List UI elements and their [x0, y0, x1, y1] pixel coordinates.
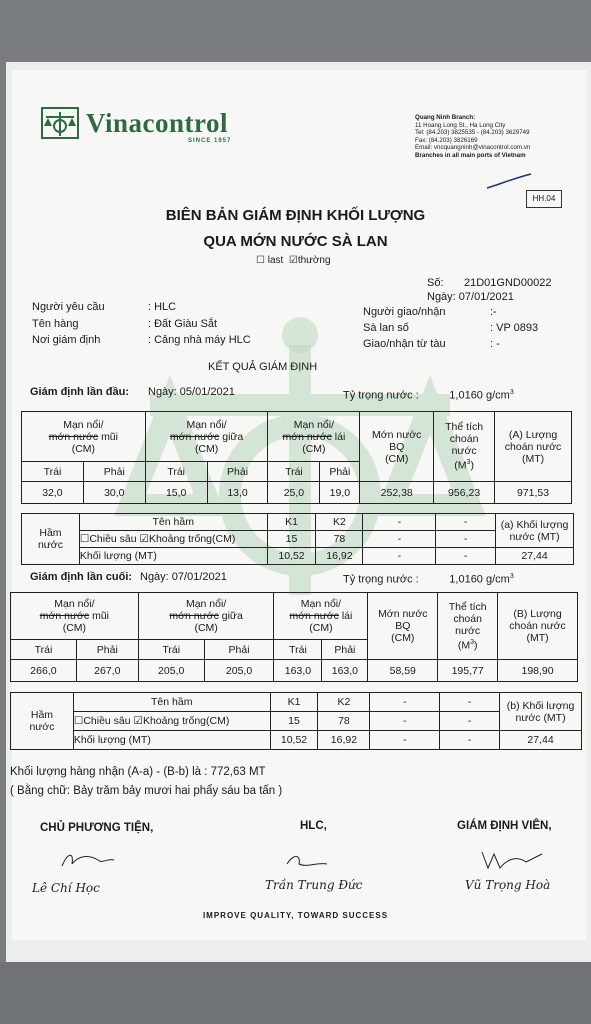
hold-b-header: (b) Khối lượng nước (MT): [500, 693, 582, 731]
hold-a-value: 27,44: [496, 548, 574, 565]
document-subtitle: QUA MỚN NƯỚC SÀ LAN: [203, 233, 388, 250]
hold-label: Hầm nước: [11, 693, 74, 750]
hold-depth-row: ☐Chiều sâu ☑Khoảng trống(CM): [79, 531, 267, 548]
col-trai: Trái: [11, 640, 77, 660]
col-phai: Phải: [204, 640, 274, 660]
cell: 16,92: [316, 548, 363, 565]
header-bow: Mạn nổi/ mớn nước mũi (CM): [11, 593, 139, 640]
signature-owner-icon: [58, 848, 118, 873]
from-ship-label: Giao/nhận từ tàu: [363, 338, 446, 350]
results-heading: KẾT QUẢ GIÁM ĐỊNH: [208, 361, 318, 373]
cell: 13,0: [207, 482, 268, 504]
option-thuong: thường: [297, 255, 331, 266]
col-trai: Trái: [138, 640, 204, 660]
last-draft-table: [10, 592, 578, 682]
branch-address: 11 Hoang Long St., Ha Long City: [415, 121, 506, 129]
cell: 30,0: [83, 482, 145, 504]
header-avg-draft: Mớn nước BQ (CM): [360, 412, 434, 482]
signature-inspector-icon: [478, 848, 548, 873]
deliverer-label: Người giao/nhận: [363, 306, 446, 318]
cell: 58,59: [368, 660, 438, 682]
cell: 163,0: [322, 660, 368, 682]
header-stern: Mạn nổi/ mớn nước lái (CM): [268, 412, 360, 462]
first-survey-date: Ngày: 05/01/2021: [148, 386, 235, 398]
density-unit: g/cm: [486, 389, 510, 402]
requester-label: Người yêu cầu: [32, 301, 105, 313]
cell: 32,0: [22, 482, 84, 504]
col-phai: Phải: [207, 462, 268, 482]
hold-k1: K1: [267, 514, 316, 531]
hold-label: Hầm nước: [22, 514, 80, 565]
col-trai: Trái: [22, 462, 84, 482]
last-hold-table: [10, 692, 582, 750]
branch-fax: Fax: (84.203) 3826169: [415, 136, 478, 144]
cell: 16,92: [318, 731, 370, 750]
so-value: 21D01GND00022: [464, 277, 552, 289]
last-survey-label: Giám định lần cuối:: [30, 571, 133, 583]
cell: 10,52: [267, 548, 316, 565]
form-code: HH.04: [526, 190, 562, 208]
branch-tel: Tel: (84.203) 3825535 - (84.203) 3629749: [415, 129, 530, 137]
hold-mass-row: Khối lượng (MT): [73, 731, 270, 750]
col-trai: Trái: [268, 462, 320, 482]
header-mid: Mạn nổi/ mớn nước giữa (CM): [145, 412, 268, 462]
cell: -: [440, 731, 500, 750]
inspector-title: GIÁM ĐỊNH VIÊN,: [457, 820, 552, 832]
so-label: Số:: [427, 277, 444, 289]
hold-name-header: Tên hầm: [79, 514, 267, 531]
density-unit: g/cm: [486, 573, 510, 586]
hlc-title: HLC,: [300, 820, 327, 832]
cell: -: [370, 693, 440, 712]
goods-label: Tên hàng: [32, 318, 79, 330]
date: Ngày: 07/01/2021: [427, 291, 514, 303]
cell: 252,38: [360, 482, 434, 504]
deliverer-value: :-: [490, 306, 497, 318]
first-draft-table: [21, 411, 572, 504]
cell: 266,0: [11, 660, 77, 682]
density-value: 1,0160: [449, 389, 483, 402]
cell: 956,23: [434, 482, 495, 504]
cell: 78: [316, 531, 363, 548]
barge-label: Sà lan số: [363, 322, 409, 334]
header-bow: Mạn nổi/ mớn nước mũi (CM): [22, 412, 146, 462]
col-phai: Phải: [322, 640, 368, 660]
cell: -: [363, 514, 436, 531]
cell: 10,52: [270, 731, 318, 750]
checkbox-checked-icon: ☑: [288, 255, 298, 266]
hold-a-header: (a) Khối lượng nước (MT): [496, 514, 574, 548]
cell: 25,0: [268, 482, 320, 504]
cell: 971,53: [495, 482, 572, 504]
desk-surface: [0, 962, 591, 1024]
cell: 205,0: [138, 660, 204, 682]
cell: -: [440, 712, 500, 731]
last-survey-date: Ngày: 07/01/2021: [140, 571, 227, 583]
cell: -: [436, 548, 496, 565]
cell: -: [436, 531, 496, 548]
scales-icon: [40, 106, 80, 140]
cell: 78: [318, 712, 370, 731]
cell: -: [363, 548, 436, 565]
logo-since: SINCE 1957: [188, 138, 232, 144]
header-displacement-b: (B) Lượng choán nước (MT): [498, 593, 578, 660]
cell: -: [370, 731, 440, 750]
first-density: [343, 389, 514, 402]
cell: -: [370, 712, 440, 731]
from-ship-value: : -: [490, 338, 500, 350]
header-avg-draft: Mớn nước BQ (CM): [368, 593, 438, 660]
hold-k2: K2: [316, 514, 363, 531]
location-label: Nơi giám định: [32, 334, 101, 346]
received-mass: Khối lượng hàng nhận (A-a) - (B-b) là : 772,63 MT: [10, 766, 266, 778]
hold-mass-row: Khối lượng (MT): [79, 548, 267, 565]
cell: 15,0: [145, 482, 207, 504]
barge-value: : VP 0893: [490, 322, 539, 334]
density-unit-exp: 3: [509, 573, 514, 580]
density-label: Tỷ trọng nước :: [343, 573, 419, 586]
col-phai: Phải: [320, 462, 360, 482]
branch-name: Quang Ninh Branch:: [415, 114, 476, 121]
pen-stroke-icon: [485, 172, 535, 192]
owner-title: CHỦ PHƯƠNG TIỆN,: [40, 822, 154, 834]
hold-k1: K1: [270, 693, 318, 712]
col-phai: Phải: [76, 640, 138, 660]
type-options: [256, 255, 331, 266]
inspector-name: Vũ Trọng Hoà: [465, 878, 551, 892]
branch-email: Email: vncquangninh@vinacontrol.com.vn: [415, 144, 531, 152]
header-volume: Thể tích choán nước $(M^3)$: [438, 593, 498, 660]
density-label: Tỷ trọng nước :: [343, 389, 419, 402]
branch-note: Branches in all main ports of Vietnam: [415, 151, 526, 159]
cell: -: [363, 531, 436, 548]
header-displacement-a: (A) Lượng choán nước (MT): [495, 412, 572, 482]
checkbox-icon: ☐: [256, 255, 265, 266]
hlc-name: Trần Trung Đức: [265, 878, 363, 892]
cell: 15: [267, 531, 316, 548]
first-hold-table: [21, 513, 574, 565]
cell: -: [440, 693, 500, 712]
cell: 195,77: [438, 660, 498, 682]
cell: 198,90: [498, 660, 578, 682]
requester-value: : HLC: [148, 301, 177, 313]
last-density: [343, 573, 514, 586]
cell: 15: [270, 712, 318, 731]
hold-depth-row: ☐Chiều sâu ☑Khoảng trống(CM): [73, 712, 270, 731]
document-title: BIÊN BẢN GIÁM ĐỊNH KHỐI LƯỢNG: [165, 207, 426, 224]
mass-in-words: ( Bằng chữ: Bảy trăm bảy mươi hai phẩy sáu ba tấn ): [10, 785, 283, 797]
logo-text: Vinacontrol: [86, 108, 229, 138]
signature-hlc-icon: [283, 848, 333, 873]
cell: 19,0: [320, 482, 360, 504]
hold-k2: K2: [318, 693, 370, 712]
density-unit-exp: 3: [509, 389, 514, 396]
owner-name: Lê Chí Học: [32, 881, 100, 895]
col-trai: Trái: [274, 640, 322, 660]
hold-b-value: 27,44: [500, 731, 582, 750]
cell: 267,0: [76, 660, 138, 682]
cell: 205,0: [204, 660, 274, 682]
header-volume: Thể tích choán nước $(M^3)$: [434, 412, 495, 482]
cell: 163,0: [274, 660, 322, 682]
branch-info: [415, 114, 530, 160]
cell: -: [436, 514, 496, 531]
density-value: 1,0160: [449, 573, 483, 586]
hold-name-header: Tên hầm: [73, 693, 270, 712]
first-survey-label: Giám định lần đầu:: [30, 386, 130, 398]
goods-value: : Đất Giàu Sắt: [148, 318, 218, 330]
header-stern: Mạn nổi/ mớn nước lái (CM): [274, 593, 368, 640]
location-value: : Cảng nhà máy HLC: [148, 334, 251, 346]
footer-slogan: IMPROVE QUALITY, TOWARD SUCCESS: [202, 911, 389, 920]
col-phai: Phải: [83, 462, 145, 482]
header-mid: Mạn nổi/ mớn nước giữa (CM): [138, 593, 274, 640]
col-trai: Trái: [145, 462, 207, 482]
option-last: last: [267, 255, 284, 266]
